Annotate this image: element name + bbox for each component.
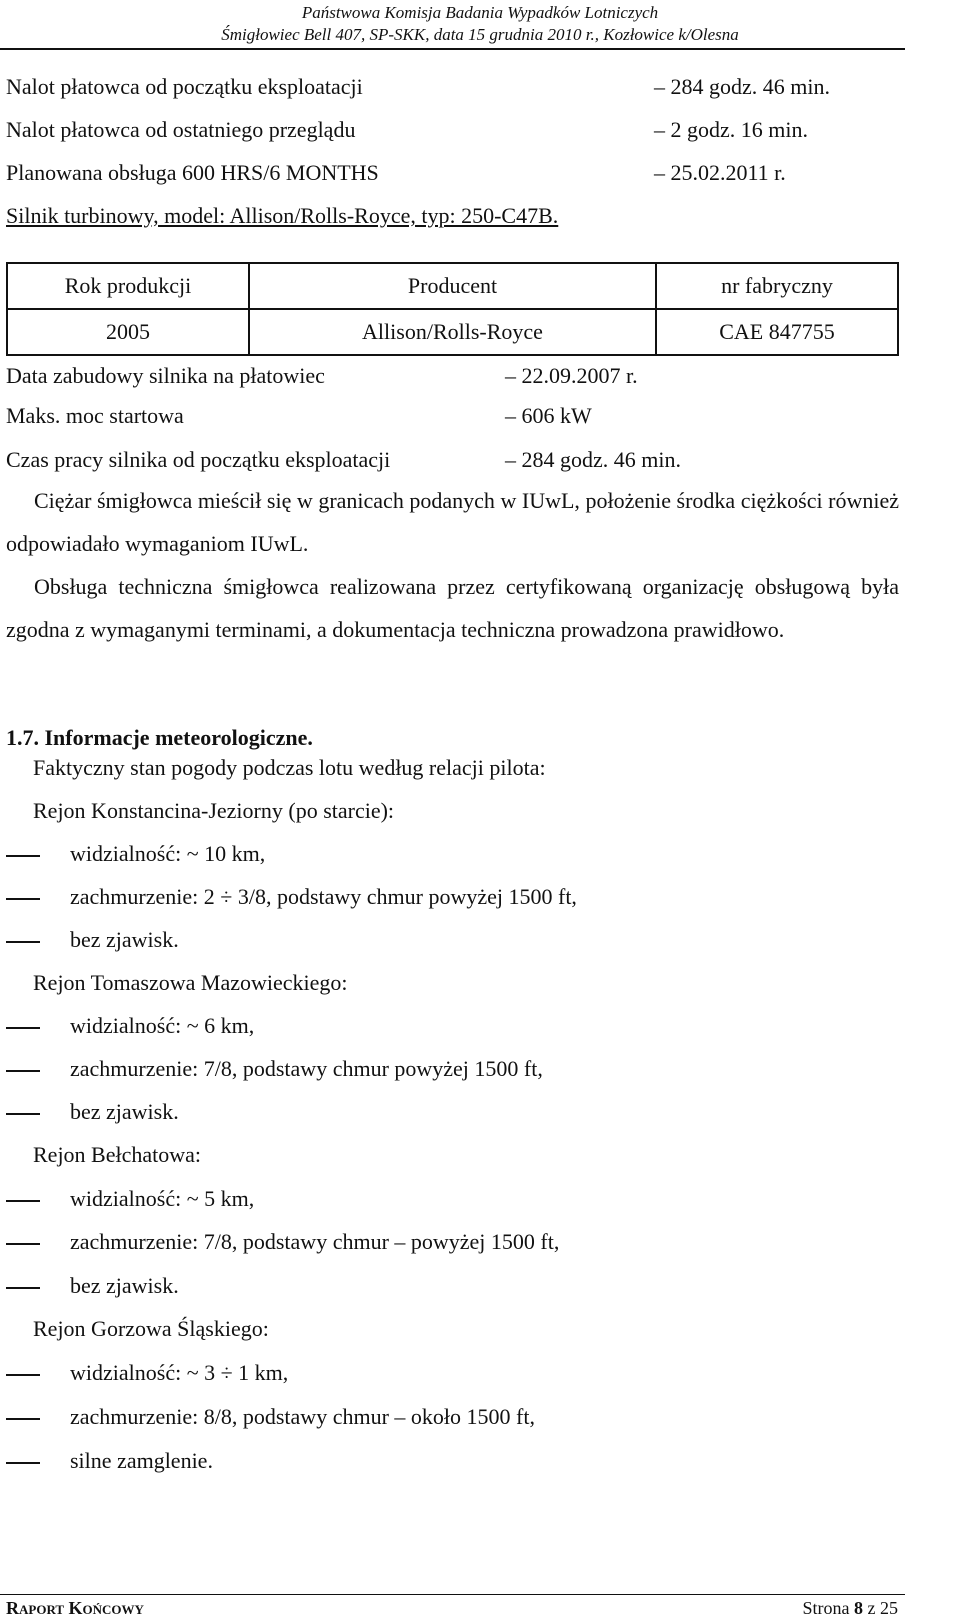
dash-icon <box>6 1243 40 1245</box>
max-takeoff-power-label: Maks. moc startowa <box>6 403 184 428</box>
engine-table-cell: Allison/Rolls-Royce <box>249 309 656 355</box>
engine-table-header: Rok produkcji <box>7 263 249 309</box>
engine-table-cell: 2005 <box>7 309 249 355</box>
dash-icon <box>6 1287 40 1289</box>
region-konstancin: Rejon Konstancina-Jeziorny (po starcie): <box>33 798 395 823</box>
list-item: widzialność: ~ 10 km, <box>6 841 265 867</box>
engine-table-row <box>7 309 898 355</box>
dash-icon <box>6 1113 40 1115</box>
airframe-hours-total-value: – 284 godz. 46 min. <box>654 74 830 99</box>
footer-divider <box>0 1594 905 1595</box>
list-item: zachmurzenie: 7/8, podstawy chmur – powyżej 1500 ft, <box>6 1229 559 1255</box>
engine-table-header-row <box>7 263 898 309</box>
page-number: Strona 8 z 25 <box>802 1598 898 1618</box>
dash-icon <box>6 1418 40 1420</box>
engine-table-cell: CAE 847755 <box>656 309 898 355</box>
planned-maintenance-label: Planowana obsługa 600 HRS/6 MONTHS <box>6 160 379 185</box>
list-item: widzialność: ~ 5 km, <box>6 1186 254 1212</box>
header-line-2: Śmigłowiec Bell 407, SP-SKK, data 15 grudnia 2010 r., Kozłowice k/Olesna <box>221 25 739 44</box>
list-item: zachmurzenie: 8/8, podstawy chmur – około 1500 ft, <box>6 1404 535 1430</box>
region-belchatow: Rejon Bełchatowa: <box>33 1142 202 1167</box>
dash-icon <box>6 1070 40 1072</box>
list-item: zachmurzenie: 2 ÷ 3/8, podstawy chmur powyżej 1500 ft, <box>6 884 577 910</box>
engine-install-date-label: Data zabudowy silnika na płatowiec <box>6 363 325 388</box>
list-item: widzialność: ~ 3 ÷ 1 km, <box>6 1360 288 1386</box>
dash-icon <box>6 1462 40 1464</box>
engine-table-header: Producent <box>249 263 656 309</box>
engine-install-date-value: – 22.09.2007 r. <box>505 363 638 388</box>
dash-icon <box>6 898 40 900</box>
weight-paragraph: Ciężar śmigłowca mieścił się w granicach podanych w IUwL, położenie środka ciężkości również odpowiadało wymaganiom IUwL. <box>6 488 899 556</box>
max-takeoff-power-value: – 606 kW <box>505 403 592 428</box>
page-header <box>0 2 960 46</box>
planned-maintenance-value: – 25.02.2011 r. <box>654 160 786 185</box>
engine-table <box>6 262 899 356</box>
list-item: widzialność: ~ 6 km, <box>6 1013 254 1039</box>
list-item: zachmurzenie: 7/8, podstawy chmur powyżej 1500 ft, <box>6 1056 543 1082</box>
dash-icon <box>6 1374 40 1376</box>
weather-intro: Faktyczny stan pogody podczas lotu według relacji pilota: <box>33 755 546 780</box>
list-item: bez zjawisk. <box>6 1099 179 1125</box>
list-item: silne zamglenie. <box>6 1448 213 1474</box>
region-tomaszow: Rejon Tomaszowa Mazowieckiego: <box>33 970 348 995</box>
dash-icon <box>6 941 40 943</box>
airframe-hours-total-label: Nalot płatowca od początku eksploatacji <box>6 74 363 99</box>
header-divider <box>0 48 905 50</box>
section-heading: 1.7. Informacje meteorologiczne. <box>6 725 313 750</box>
dash-icon <box>6 1200 40 1202</box>
engine-hours-label: Czas pracy silnika od początku eksploatacji <box>6 447 391 472</box>
header-line-1: Państwowa Komisja Badania Wypadków Lotniczych <box>301 3 659 22</box>
engine-model-line: Silnik turbinowy, model: Allison/Rolls-Royce, typ: 250-C47B. <box>6 203 559 228</box>
list-item: bez zjawisk. <box>6 1273 179 1299</box>
airframe-hours-since-inspection-value: – 2 godz. 16 min. <box>654 117 808 142</box>
region-gorzow: Rejon Gorzowa Śląskiego: <box>33 1316 269 1341</box>
dash-icon <box>6 855 40 857</box>
engine-hours-value: – 284 godz. 46 min. <box>505 447 681 472</box>
airframe-hours-since-inspection-label: Nalot płatowca od ostatniego przeglądu <box>6 117 356 142</box>
dash-icon <box>6 1027 40 1029</box>
footer-report-title: Raport Końcowy <box>6 1598 144 1618</box>
list-item: bez zjawisk. <box>6 927 179 953</box>
engine-table-header: nr fabryczny <box>656 263 898 309</box>
maintenance-paragraph: Obsługa techniczna śmigłowca realizowana przez certyfikowaną organizację obsługową była zgodna z wymaganymi terminami, a dokumentacja techniczna prowadzona prawidłowo. <box>6 574 899 642</box>
